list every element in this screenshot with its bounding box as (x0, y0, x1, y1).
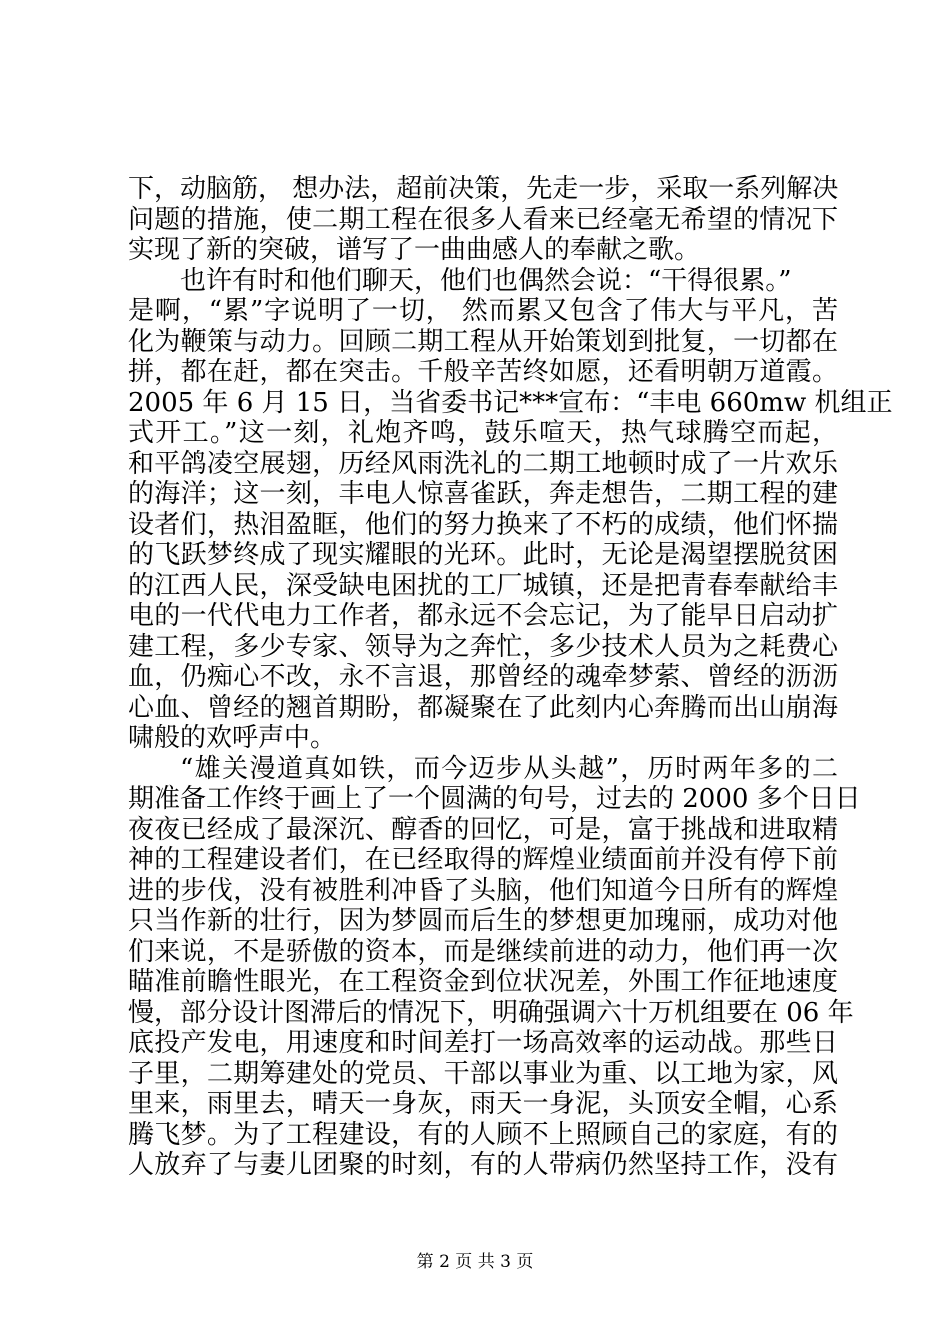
text-line: 和平鸽凌空展翅，历经风雨洗礼的二期工地顿时成了一片欢乐 (128, 448, 838, 479)
text-line: 腾飞梦。为了工程建设，有的人顾不上照顾自己的家庭，有的 (128, 1119, 838, 1150)
text-line: 夜夜已经成了最深沉、醇香的回忆，可是，富于挑战和进取精 (128, 814, 838, 845)
text-line: 瞄准前瞻性眼光，在工程资金到位状况差，外围工作征地速度 (128, 967, 838, 997)
text-line: 慢，部分设计图滞后的情况下，明确强调六十万机组要在 06 年 (128, 997, 854, 1028)
text-line: 也许有时和他们聊天，他们也偶然会说：“干得很累。” (180, 265, 792, 296)
text-line: 只当作新的壮行，因为梦圆而后生的梦想更加瑰丽，成功对他 (128, 906, 838, 936)
text-line: 的海洋；这一刻，丰电人惊喜雀跃，奔走想告，二期工程的建 (128, 479, 838, 509)
text-line: 心血、曾经的翘首期盼，都凝聚在了此刻内心奔腾而出山崩海 (128, 692, 838, 723)
text-line: 拼，都在赶，都在突击。千般辛苦终如愿，还看明朝万道霞。 (128, 357, 838, 387)
text-line: 式开工。”这一刻，礼炮齐鸣，鼓乐喧天，热气球腾空而起， (128, 418, 838, 448)
text-line: 们来说，不是骄傲的资本，而是继续前进的动力，他们再一次 (128, 936, 838, 967)
text-line: 神的工程建设者们，在已经取得的辉煌业绩面前并没有停下前 (128, 845, 838, 875)
text-line: 里来，雨里去，晴天一身灰，雨天一身泥，头顶安全帽，心系 (128, 1089, 838, 1119)
text-line: 实现了新的突破，谱写了一曲曲感人的奉献之歌。 (128, 235, 701, 265)
text-line: 下，动脑筋， 想办法，超前决策，先走一步，采取一系列解决 (128, 174, 839, 204)
text-line: 期准备工作终于画上了一个圆满的句号，过去的 2000 多个日日 (128, 784, 861, 814)
text-line: 2005 年 6 月 15 日，当省委书记***宣布：“丰电 660mw 机组正 (128, 387, 893, 418)
text-line: 是啊，“累”字说明了一切， 然而累又包含了伟大与平凡，苦 (128, 296, 838, 326)
text-line: 的江西人民，深受缺电困扰的工厂城镇，还是把青春奉献给丰 (128, 570, 838, 601)
body-text (128, 174, 893, 1181)
text-line: 电的一代代电力工作者，都永远不会忘记，为了能早日启动扩 (128, 601, 838, 631)
text-line: “雄关漫道真如铁，而今迈步从头越”，历时两年多的二 (180, 753, 838, 784)
text-line: 进的步伐，没有被胜利冲昏了头脑，他们知道今日所有的辉煌 (128, 875, 838, 906)
text-line: 建工程，多少专家、领导为之奔忙，多少技术人员为之耗费心 (128, 631, 838, 662)
text-line: 设者们，热泪盈眶，他们的努力换来了不朽的成绩，他们怀揣 (128, 509, 838, 540)
text-line: 子里，二期筹建处的党员、干部以事业为重、以工地为家，风 (128, 1058, 838, 1089)
text-line: 化为鞭策与动力。回顾二期工程从开始策划到批复，一切都在 (128, 326, 838, 357)
text-line: 的飞跃梦终成了现实耀眼的光环。此时，无论是渴望摆脱贫困 (128, 540, 838, 570)
text-line: 问题的措施，使二期工程在很多人看来已经毫无希望的情况下 (128, 204, 838, 235)
text-line: 人放弃了与妻儿团聚的时刻，有的人带病仍然坚持工作，没有 (128, 1150, 838, 1180)
text-line: 血，仍痴心不改，永不言退，那曾经的魂牵梦萦、曾经的沥沥 (128, 662, 838, 692)
page-number-footer: 第 2 页 共 3 页 (416, 1252, 534, 1272)
text-line: 啸般的欢呼声中。 (128, 723, 337, 753)
text-line: 底投产发电，用速度和时间差打一场高效率的运动战。那些日 (128, 1028, 838, 1058)
